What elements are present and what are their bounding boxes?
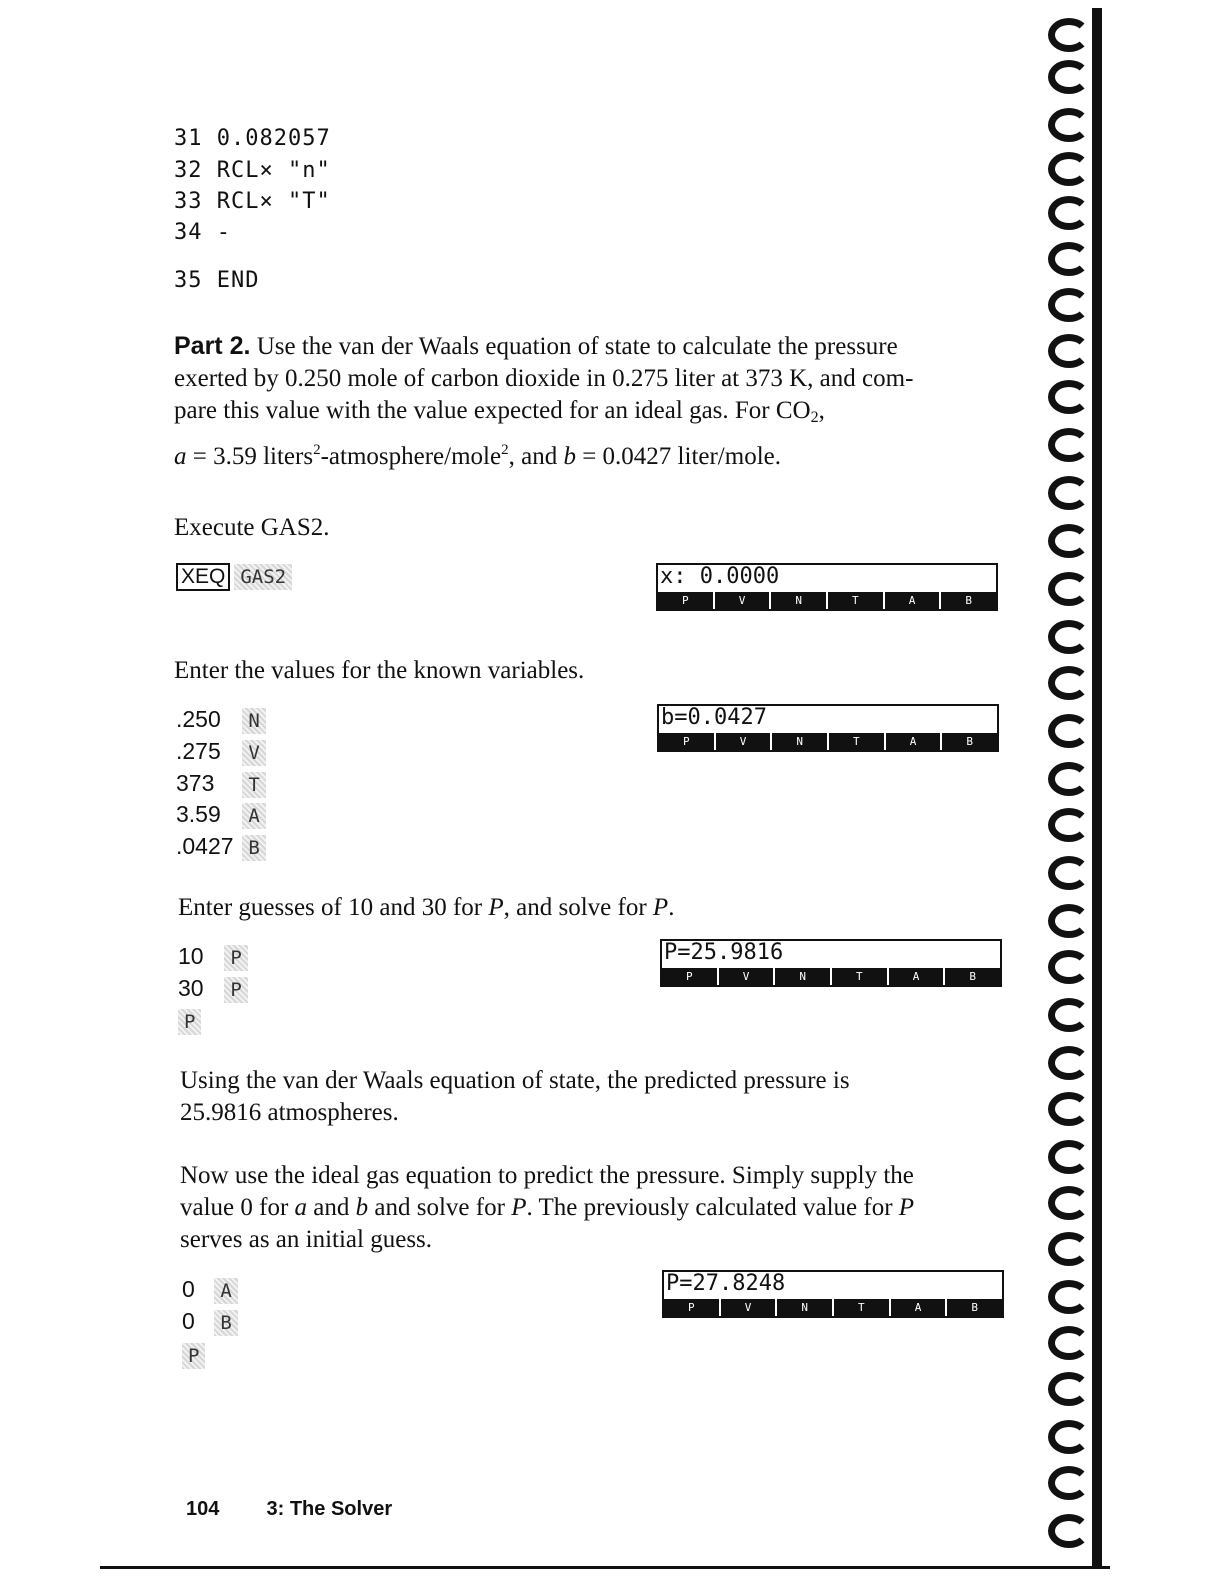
p-softkey: P: [224, 945, 247, 971]
a-softkey: A: [214, 1278, 237, 1304]
calculator-display-4: [662, 1270, 1004, 1318]
result-paragraph: [180, 1065, 1010, 1129]
ideal-paragraph: [180, 1160, 1010, 1256]
entry-row: .275 V: [176, 735, 266, 767]
v-softkey: V: [242, 740, 265, 766]
entry-row: .250 N: [176, 703, 266, 735]
ring-icon: [1048, 904, 1090, 938]
ring-icon: [1048, 666, 1090, 700]
menu-key-a: A: [889, 1299, 946, 1316]
ring-icon: [1048, 524, 1090, 558]
n-softkey: N: [242, 708, 265, 734]
display-2-text: b=0.0427: [661, 705, 767, 730]
menu-key-n: N: [773, 968, 830, 985]
ring-icon: [1048, 334, 1090, 368]
execute-text: Execute GAS2.: [174, 514, 330, 541]
ring-icon: [1048, 950, 1090, 984]
t-softkey: T: [242, 772, 265, 798]
entry-row: 0 A: [182, 1273, 238, 1305]
menu-key-p: P: [683, 735, 690, 748]
menu-key-b: B: [943, 968, 1000, 985]
ring-icon: [1048, 108, 1090, 142]
display-2-menu: [659, 733, 997, 750]
a-softkey: A: [242, 803, 265, 829]
p-softkey: P: [224, 977, 247, 1003]
menu-key-v: V: [717, 968, 774, 985]
menu-key-b: B: [945, 1299, 1002, 1316]
binding-spine: [1092, 8, 1102, 1568]
gas2-softkey: GAS2: [234, 564, 292, 590]
menu-key-t: T: [832, 1299, 889, 1316]
entry-row: 0 B: [182, 1305, 238, 1337]
menu-key-p: P: [688, 1301, 695, 1314]
ring-icon: [1048, 714, 1090, 748]
menu-key-v: V: [713, 592, 770, 609]
page-footer: [186, 1498, 392, 1521]
display-1-text: x: 0.0000: [660, 564, 780, 589]
p-softkey: P: [182, 1343, 205, 1369]
part2-line1: Use the van der Waals equation of state to calculate the pressure: [250, 333, 898, 360]
menu-key-a: A: [884, 733, 941, 750]
ideal-line1: Now use the ideal gas equation to predict the pressure. Simply supply the: [180, 1162, 914, 1189]
display-3-text: P=25.9816: [664, 940, 784, 965]
calculator-display-3: [660, 939, 1002, 987]
menu-key-b: B: [939, 592, 996, 609]
entry-row: 3.59 A: [176, 798, 266, 830]
entry-row: 30 P: [178, 972, 248, 1004]
part2-line4: a = 3.59 liters$^2$-atmosphere/mole$^2$, and b = 0.0427 liter/mole.: [174, 442, 781, 470]
b-softkey: B: [214, 1310, 237, 1336]
entry-row: [178, 1004, 201, 1036]
part2-paragraph: [174, 330, 1004, 473]
spiral-binding: [1036, 0, 1224, 1584]
entry-row: 373 T: [176, 767, 266, 799]
ideal-line2: value 0 for a and b and solve for P. The previously calculated value for P: [180, 1194, 915, 1221]
menu-key-n: N: [770, 733, 827, 750]
display-1-menu: [658, 592, 996, 609]
ring-icon: [1048, 1420, 1090, 1454]
p-softkey: P: [178, 1009, 201, 1035]
ring-icon: [1048, 572, 1090, 606]
menu-key-t: T: [827, 733, 884, 750]
menu-key-a: A: [887, 968, 944, 985]
menu-key-b: B: [940, 733, 997, 750]
ring-icon: [1048, 1046, 1090, 1080]
enter-known-text: Enter the values for the known variables.: [174, 657, 585, 684]
program-line-33: 33 RCL× "T": [174, 189, 331, 214]
ring-icon: [1048, 1232, 1090, 1266]
calculator-display-1: [656, 563, 998, 611]
page-bottom-rule: [100, 1566, 1110, 1569]
ring-icon: [1048, 428, 1090, 462]
execute-keys: [176, 563, 292, 591]
program-line-35: 35 END: [174, 268, 260, 293]
ring-icon: [1048, 856, 1090, 890]
part2-line2: exerted by 0.250 mole of carbon dioxide in 0.275 liter at 373 K, and com-: [174, 365, 914, 392]
menu-key-v: V: [719, 1299, 776, 1316]
ring-icon: [1048, 1186, 1090, 1220]
ring-icon: [1048, 288, 1090, 322]
b-softkey: B: [242, 835, 265, 861]
chapter-title: 3: The Solver: [266, 1498, 393, 1520]
calculator-display-2: [657, 704, 999, 752]
ring-icon: [1048, 196, 1090, 230]
ring-icon: [1048, 380, 1090, 414]
ring-icon: [1048, 152, 1090, 186]
ring-icon: [1048, 242, 1090, 276]
ring-icon: [1048, 620, 1090, 654]
result-line2: 25.9816 atmospheres.: [180, 1099, 399, 1126]
part2-line3: pare this value with the value expected for an ideal gas. For $CO_2$,: [174, 397, 825, 426]
program-line-31: 31 0.082057: [174, 126, 331, 151]
menu-key-t: T: [826, 592, 883, 609]
xeq-key: XEQ: [176, 563, 230, 591]
part2-label: Part 2.: [174, 332, 251, 360]
menu-key-v: V: [714, 733, 771, 750]
menu-key-n: N: [769, 592, 826, 609]
entry-row: .0427 B: [176, 830, 266, 862]
page-number: 104: [186, 1498, 220, 1520]
ring-icon: [1048, 998, 1090, 1032]
ring-icon: [1048, 1466, 1090, 1500]
display-3-menu: [662, 968, 1000, 985]
ring-icon: [1048, 762, 1090, 796]
menu-key-n: N: [775, 1299, 832, 1316]
ring-icon: [1048, 1092, 1090, 1126]
ring-icon: [1048, 18, 1090, 52]
ring-icon: [1048, 808, 1090, 842]
menu-key-t: T: [830, 968, 887, 985]
ring-icon: [1048, 1280, 1090, 1314]
ring-icon: [1048, 1326, 1090, 1360]
ideal-line3: serves as an initial guess.: [180, 1226, 433, 1253]
menu-key-p: P: [686, 970, 693, 983]
ring-icon: [1048, 1372, 1090, 1406]
menu-key-a: A: [883, 592, 940, 609]
ring-icon: [1048, 476, 1090, 510]
ring-icon: [1048, 1140, 1090, 1174]
ring-icon: [1048, 1514, 1090, 1548]
entry-row: [182, 1338, 205, 1370]
display-4-menu: [664, 1299, 1002, 1316]
ring-icon: [1048, 60, 1090, 94]
result-line1: Using the van der Waals equation of state, the predicted pressure is: [180, 1067, 850, 1094]
program-line-32: 32 RCL× "n": [174, 158, 331, 183]
menu-key-p: P: [682, 594, 689, 607]
enter-guesses-text: Enter guesses of 10 and 30 for P, and solve for P.: [178, 894, 675, 921]
entry-row: 10 P: [178, 940, 248, 972]
display-4-text: P=27.8248: [666, 1271, 786, 1296]
program-line-34: 34 -: [174, 220, 231, 245]
